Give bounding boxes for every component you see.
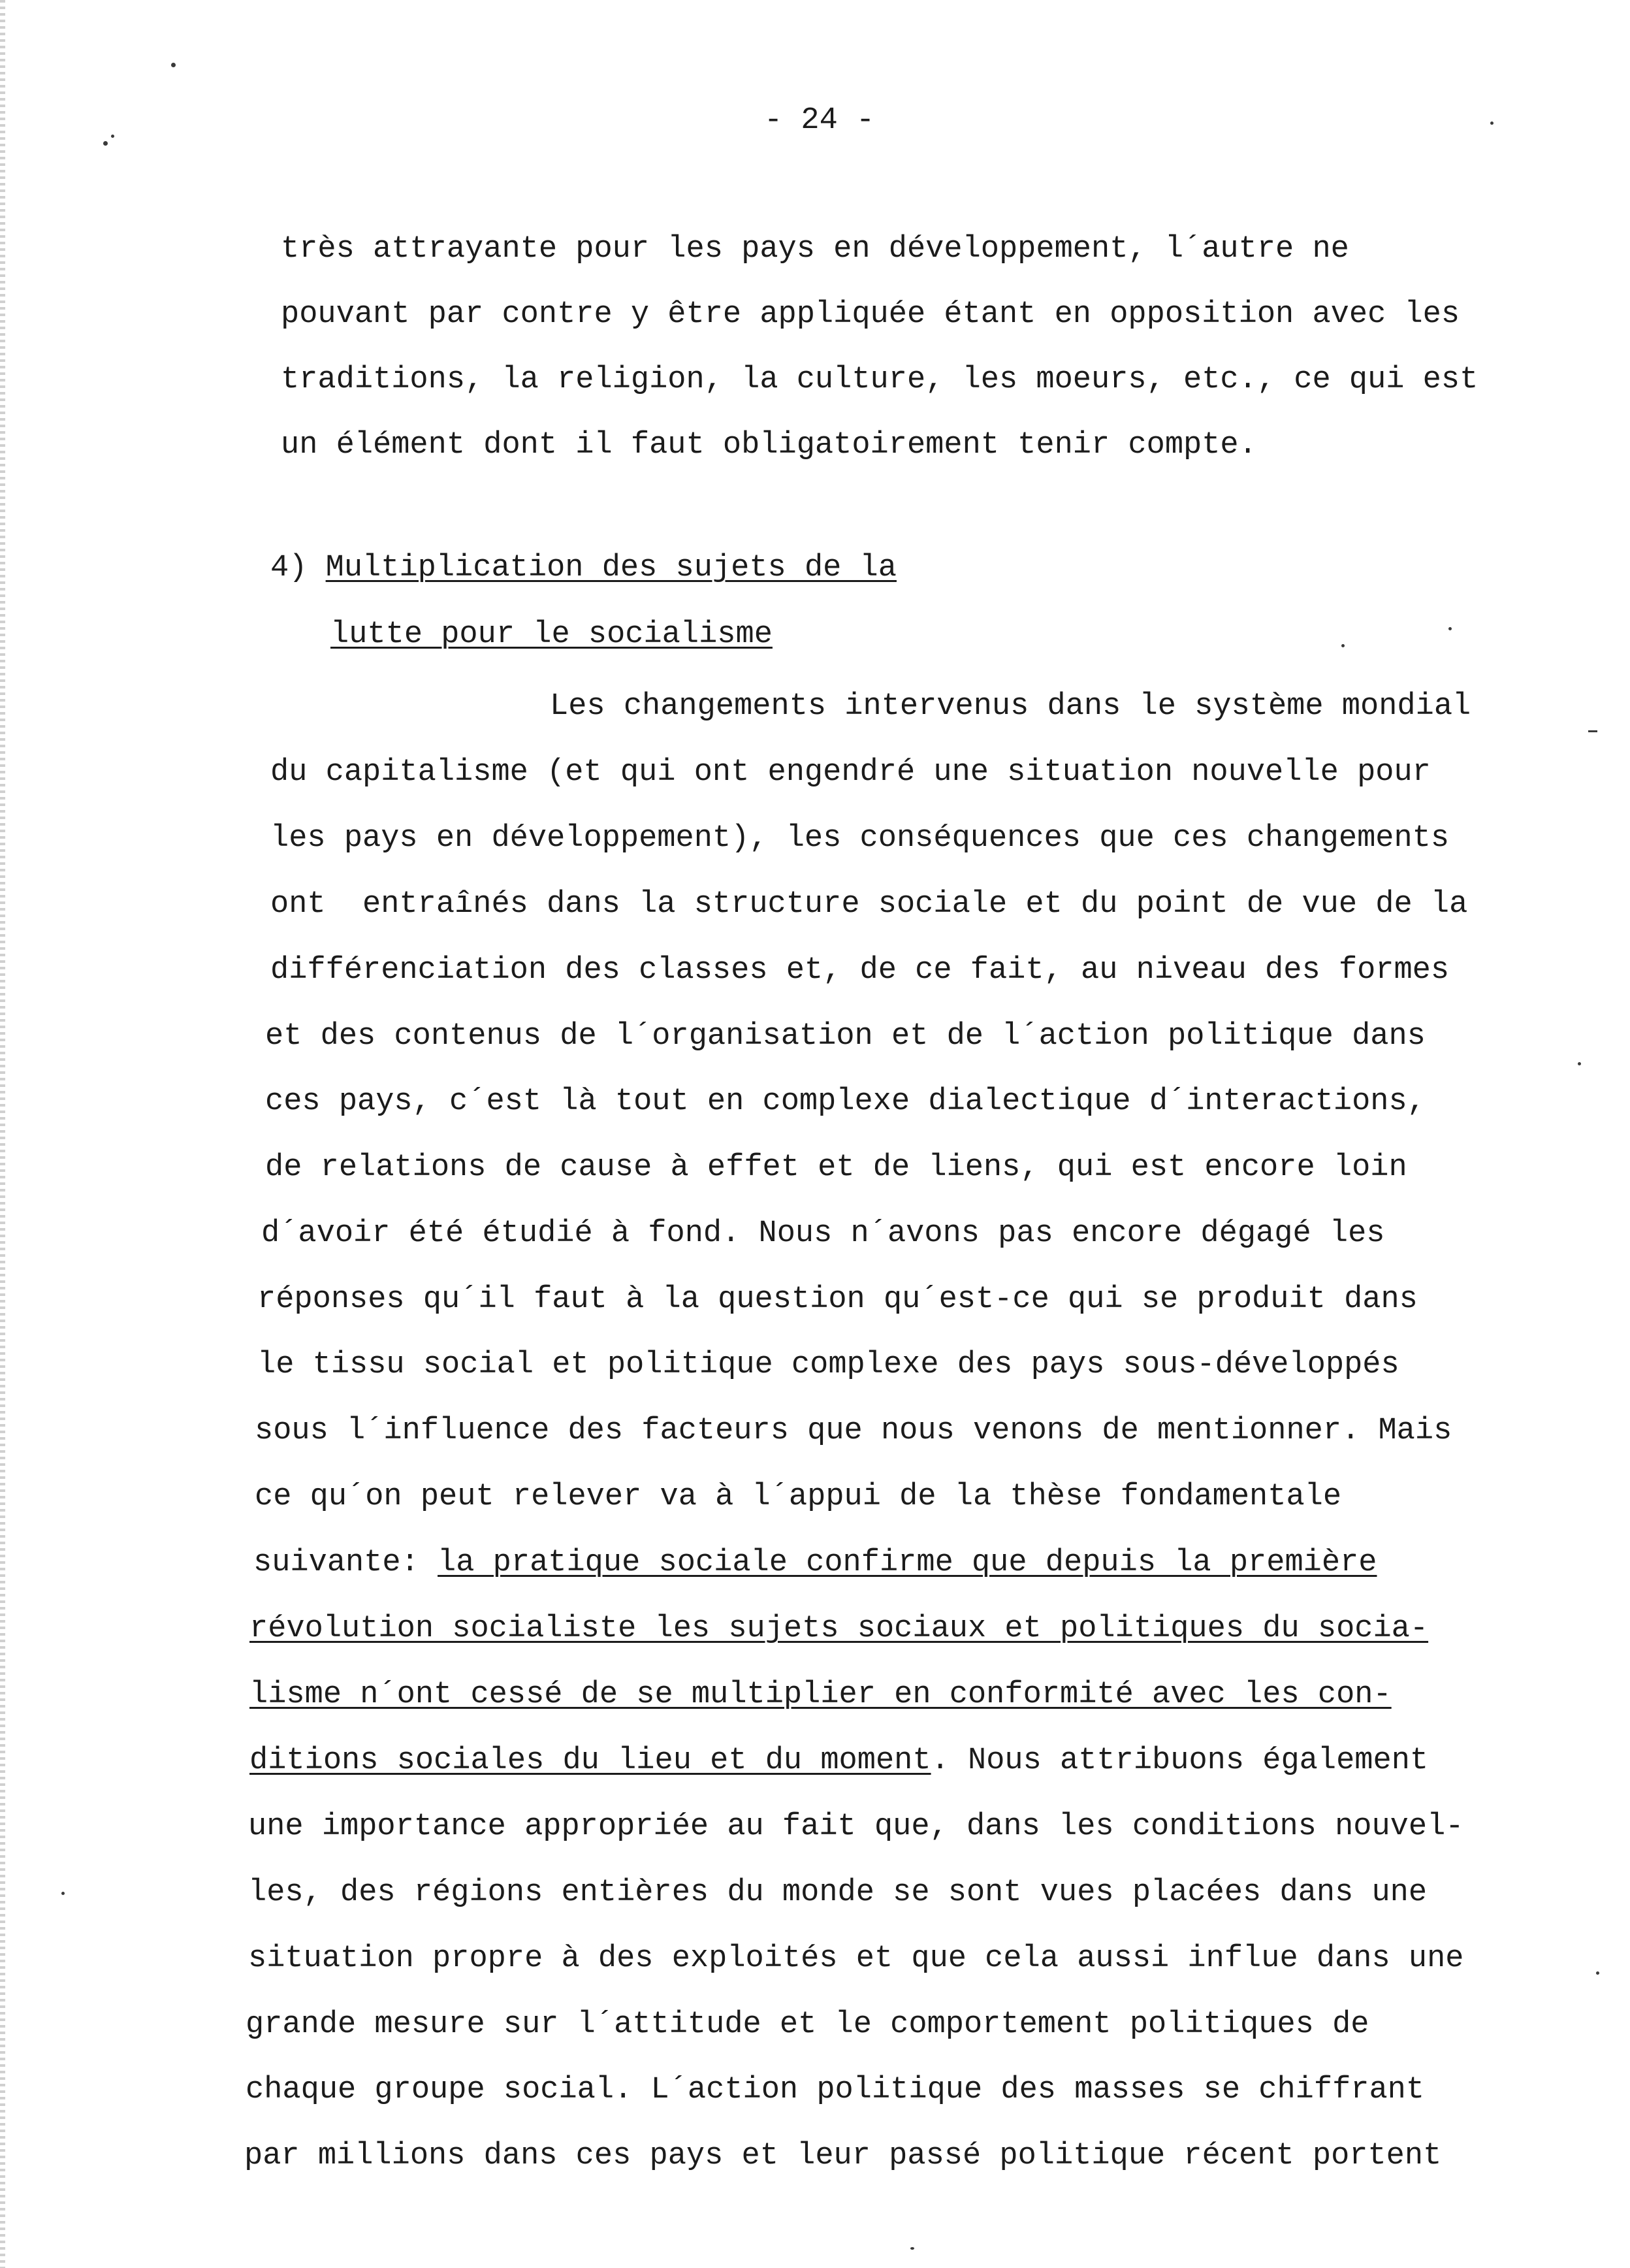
scan-speck — [103, 141, 108, 146]
text-line — [246, 2071, 1424, 2110]
scan-speck — [1490, 122, 1494, 125]
text-segment: traditions, la religion, la culture, les moeurs, etc., ce qui est — [281, 363, 1478, 397]
text-line — [270, 753, 1431, 792]
scan-speck — [111, 135, 114, 138]
text-line — [257, 1346, 1399, 1385]
text-line — [249, 1676, 1392, 1715]
text-line — [281, 295, 1460, 334]
text-segment: chaque groupe social. L´action politique des masses se chiffrant — [246, 2073, 1425, 2107]
text-segment: un élément dont il faut obligatoirement tenir compte. — [281, 428, 1257, 462]
scan-speck — [61, 1892, 65, 1895]
text-line — [265, 1148, 1407, 1188]
text-line — [265, 1017, 1426, 1056]
text-segment: du capitalisme (et qui ont engendré une situation nouvelle pour — [270, 755, 1431, 790]
text-line — [249, 1610, 1428, 1649]
text-segment: pouvant par contre y être appliquée étant en opposition avec les — [281, 297, 1460, 332]
text-segment: une importance appropriée au fait que, dans les conditions nouvel- — [248, 1809, 1464, 1844]
underlined-text: lisme n´ont cessé de se multiplier en conformité avec les con- — [249, 1677, 1392, 1712]
text-segment: réponses qu´il faut à la question qu´est-ce qui se produit dans — [257, 1282, 1418, 1317]
scan-speck — [910, 2247, 914, 2250]
text-segment: très attrayante pour les pays en développement, l´autre ne — [281, 232, 1349, 267]
scan-speck — [1341, 644, 1345, 647]
text-line — [281, 426, 1257, 465]
text-line — [255, 1412, 1452, 1451]
text-line — [253, 1544, 1377, 1583]
scan-speck — [1578, 1062, 1581, 1065]
text-segment: suivante: — [253, 1546, 438, 1580]
underlined-text: lutte pour le socialisme — [330, 617, 773, 652]
text-segment: ont entraînés dans la structure sociale et du point de vue de la — [270, 887, 1468, 922]
text-line — [246, 2005, 1369, 2045]
underlined-text: révolution socialiste les sujets sociaux et politiques du socia- — [249, 1612, 1429, 1646]
text-segment: sous l´influence des facteurs que nous venons de mentionner. Mais — [255, 1414, 1452, 1448]
text-line — [255, 1478, 1341, 1517]
text-segment: ce qu´on peut relever va à l´appui de la thèse fondamentale — [255, 1480, 1342, 1514]
text-line — [248, 1939, 1464, 1979]
text-segment: et des contenus de l´organisation et de l´action politique dans — [265, 1019, 1426, 1054]
page-number: - 24 - — [764, 103, 875, 138]
text-segment: le tissu social et politique complexe des pays sous-développés — [257, 1348, 1399, 1382]
scan-speck — [1448, 627, 1452, 630]
underlined-text: la pratique sociale confirme que depuis la première — [438, 1546, 1377, 1580]
text-line — [281, 230, 1349, 269]
text-line — [248, 1873, 1427, 1913]
text-segment: . Nous attribuons également — [931, 1743, 1429, 1778]
scan-speck — [1596, 1971, 1599, 1975]
text-segment: d´avoir été étudié à fond. Nous n´avons pas encore dégagé les — [261, 1216, 1385, 1251]
text-line — [248, 1807, 1464, 1847]
text-segment: ces pays, c´est là tout en complexe dialectique d´interactions, — [265, 1084, 1426, 1119]
scan-edge — [0, 0, 5, 2268]
text-segment: grande mesure sur l´attitude et le comportement politiques de — [246, 2007, 1369, 2042]
text-segment: par millions dans ces pays et leur passé politique récent portent — [244, 2139, 1442, 2173]
text-segment: les pays en développement), les conséquences que ces changements — [270, 821, 1450, 856]
text-line — [265, 1082, 1426, 1122]
text-line — [281, 361, 1478, 400]
text-segment: Les changements intervenus dans le système mondial — [550, 689, 1471, 724]
text-segment: 4) — [270, 551, 326, 585]
text-segment: situation propre à des exploités et que cela aussi influe dans une — [248, 1941, 1464, 1976]
scan-speck — [1588, 730, 1597, 732]
text-line — [270, 549, 897, 588]
text-line — [249, 1742, 1428, 1781]
text-segment: de relations de cause à effet et de liens, qui est encore loin — [265, 1150, 1407, 1185]
text-segment: les, des régions entières du monde se sont vues placées dans une — [248, 1875, 1428, 1910]
text-line — [550, 687, 1471, 726]
underlined-text: ditions sociales du lieu et du moment — [249, 1743, 931, 1778]
underlined-text: Multiplication des sujets de la — [325, 551, 897, 585]
text-line — [270, 885, 1467, 924]
text-line — [330, 615, 773, 655]
scan-speck — [171, 63, 176, 67]
text-segment: différenciation des classes et, de ce fait, au niveau des formes — [270, 953, 1450, 988]
text-line — [257, 1280, 1418, 1320]
text-line — [261, 1214, 1384, 1254]
text-line — [244, 2137, 1441, 2176]
text-line — [270, 951, 1449, 990]
text-line — [270, 819, 1449, 858]
